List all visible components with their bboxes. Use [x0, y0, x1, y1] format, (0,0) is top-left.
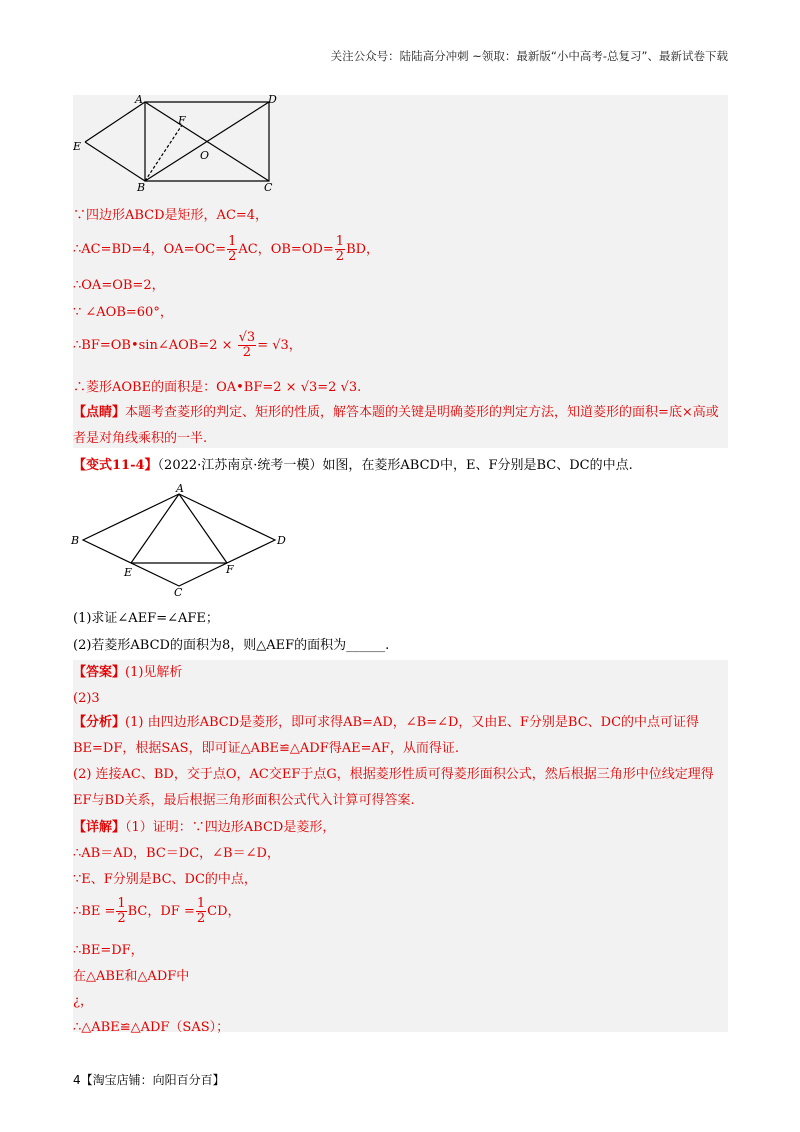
variant-intro: 【变式11-4】（2022·江苏南京·统考一模）如图，在菱形ABCD中，E、F分别是BC、DC的中点.: [73, 458, 633, 473]
rhombus-figure: [66, 480, 291, 596]
detail-line-7: ¿，: [73, 994, 93, 1009]
fig2-label-C: C: [174, 586, 183, 596]
fig2-label-A: A: [176, 482, 184, 495]
label-D: D: [268, 93, 277, 106]
question-2: (2)若菱形ABCD的面积为8，则△AEF的面积为______.: [73, 638, 390, 653]
sol-line-6: ∴菱形AOBE的面积是：OA•BF=2 × √3=2 √3.: [73, 380, 362, 395]
page-footer: 4【淘宝店铺：向阳百分百】: [73, 1073, 225, 1087]
detail-line-4: ∴BE = $\frac{1}{2}$ BC，DF = $\frac{1}{2}$ CD，: [73, 896, 241, 926]
label-O: O: [200, 149, 210, 162]
answer-line-2: (2)3: [73, 691, 100, 706]
detail-line-5: ∴BE=DF，: [73, 943, 144, 958]
detail-line-2: ∴AB＝AD，BC＝DC，∠B＝∠D，: [73, 846, 280, 861]
analysis-p1: 【分析】(1) 由四边形ABCD是菱形，即可求得AB=AD，∠B=∠D，又由E、F分别是BC、DC的中点可证得BE=DF，根据SAS，即可证△ABE≌△ADF得AE=AF，从而得证.: [73, 715, 700, 756]
fig2-label-F: F: [226, 563, 234, 576]
analysis-p2: (2) 连接AC、BD，交于点O，AC交EF于点G，根据菱形性质可得菱形面积公式，然后根据三角形中位线定理得EF与BD关系，最后根据三角形面积公式代入计算可得答案.: [73, 767, 714, 808]
sol-line-3: ∴OA=OB=2，: [73, 278, 165, 293]
detail-line-8: ∴△ABE≌△ADF（SAS）；: [73, 1020, 230, 1035]
detail-line-3: ∵E、F分别是BC、DC的中点，: [73, 872, 257, 887]
label-B: B: [137, 181, 146, 194]
label-E: E: [73, 140, 82, 153]
label-C: C: [264, 181, 273, 194]
answer-line-1: 【答案】(1)见解析: [73, 665, 183, 680]
detail-line-1: 【详解】（1）证明：∵四边形ABCD是菱形，: [73, 820, 336, 835]
sol-line-4: ∵ ∠AOB=60°，: [73, 305, 173, 320]
sol-line-1: ∵四边形ABCD是矩形，AC=4，: [73, 208, 269, 223]
fig2-label-D: D: [277, 534, 286, 547]
rectangle-figure: [73, 92, 288, 196]
sol-line-5: ∴BF=OB•sin∠AOB=2 × $\frac{√3}{2}$ = √3，: [73, 330, 302, 360]
label-A: A: [135, 93, 143, 106]
comment-block: 【点睛】本题考查菱形的判定、矩形的性质，解答本题的关键是明确菱形的判定方法，知道菱形的面积=底×高或者是对角线乘积的一半.: [73, 405, 719, 446]
sol-line-2: ∴AC=BD=4，OA=OC= $\frac{1}{2}$ AC，OB=OD= $\frac{1}{2}$ BD，: [73, 234, 380, 264]
fig2-label-B: B: [71, 534, 80, 547]
fig2-label-E: E: [124, 566, 133, 579]
question-1: (1)求证∠AEF=∠AFE；: [73, 611, 219, 626]
detail-line-6: 在△ABE和△ADF中: [73, 969, 190, 984]
page-header: 关注公众号：陆陆高分冲刺 ~领取：最新版“小中高考-总复习”、最新试卷下载: [330, 49, 728, 63]
label-F: F: [178, 114, 186, 127]
